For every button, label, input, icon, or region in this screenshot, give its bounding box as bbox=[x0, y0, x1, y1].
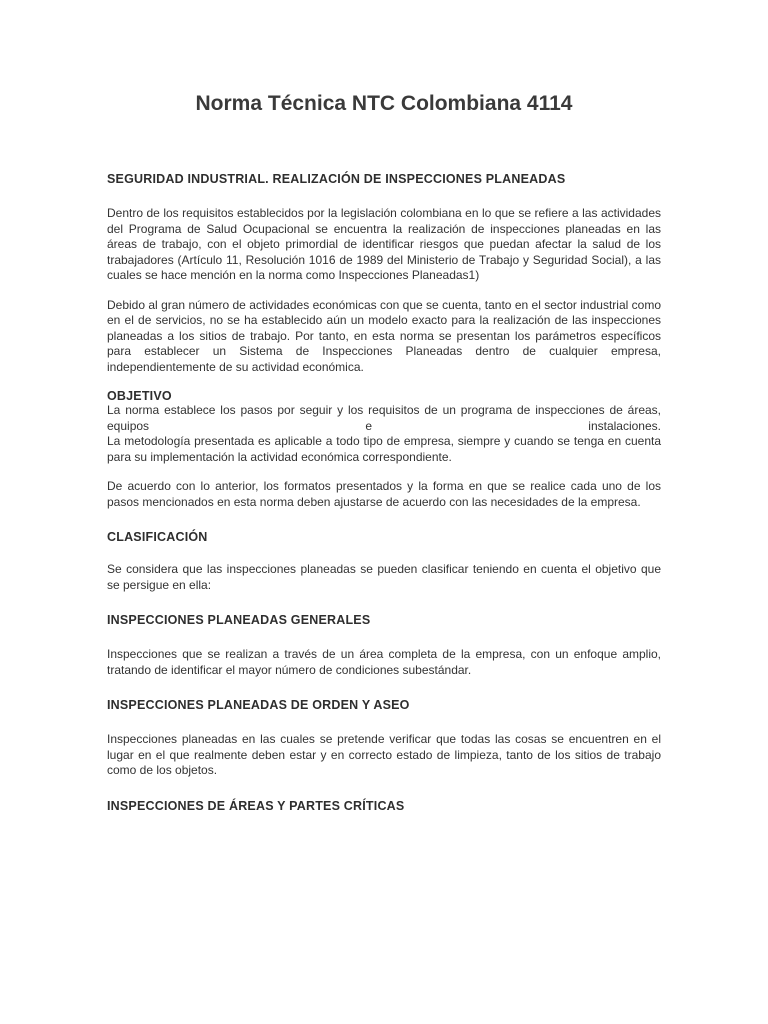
paragraph-clasificacion: Se considera que las inspecciones planeadas se pueden clasificar teniendo en cuenta el objetivo que se persigue en ella: bbox=[107, 562, 661, 592]
document-body bbox=[107, 172, 661, 813]
heading-generales: INSPECCIONES PLANEADAS GENERALES bbox=[107, 613, 371, 627]
paragraph-intro-2: Debido al gran número de actividades económicas con que se cuenta, tanto en el sector industrial como en el de servicios, no se ha establecido aún un modelo exacto para la realización de las inspecciones planeadas a los sitios de trabajo. Por tanto, en esta norma se presentan los parámetros específicos para establecer un Sistema de Inspecciones Planeadas dentro de cualquier empresa, independientemente de su actividad económica. bbox=[107, 297, 661, 374]
paragraph-intro-1: Dentro de los requisitos establecidos por la legislación colombiana en lo que se refiere a las actividades del Programa de Salud Ocupacional se encuentra la realización de inspecciones planeadas en las áreas de trabajo, con el objeto primordial de identificar riesgos que puedan afectar la salud de los trabajadores (Artículo 11, Resolución 1016 de 1989 del Ministerio de Trabajo y Seguridad Social), a las cuales se hace mención en la norma como Inspecciones Planeadas1) bbox=[107, 206, 661, 282]
paragraph-objetivo-2: La metodología presentada es aplicable a todo tipo de empresa, siempre y cuando se tenga en cuenta para su implementación la actividad económica correspondiente. bbox=[107, 434, 661, 464]
heading-clasificacion: CLASIFICACIÓN bbox=[107, 530, 208, 544]
document-title: Norma Técnica NTC Colombiana 4114 bbox=[195, 92, 573, 115]
heading-areas-criticas: INSPECCIONES DE ÁREAS Y PARTES CRÍTICAS bbox=[107, 798, 405, 813]
heading-main: SEGURIDAD INDUSTRIAL. REALIZACIÓN DE INSPECCIONES PLANEADAS bbox=[107, 172, 566, 186]
paragraph-objetivo-1: La norma establece los pasos por seguir y los requisitos de un programa de inspecciones de áreas, equipos e instalaciones. bbox=[107, 403, 661, 433]
paragraph-generales: Inspecciones que se realizan a través de un área completa de la empresa, con un enfoque amplio, tratando de identificar el mayor número de condiciones subestándar. bbox=[107, 647, 661, 677]
paragraph-orden-aseo: Inspecciones planeadas en las cuales se pretende verificar que todas las cosas se encuentren en el lugar en el que realmente deben estar y en correcto estado de limpieza, tanto de los sitios de trabajo como de los objetos. bbox=[107, 732, 661, 777]
heading-objetivo: OBJETIVO bbox=[107, 389, 172, 403]
heading-orden-aseo: INSPECCIONES PLANEADAS DE ORDEN Y ASEO bbox=[107, 698, 410, 712]
paragraph-objetivo-3: De acuerdo con lo anterior, los formatos presentados y la forma en que se realice cada uno de los pasos mencionados en esta norma deben ajustarse de acuerdo con las necesidades de la empresa. bbox=[107, 479, 661, 509]
